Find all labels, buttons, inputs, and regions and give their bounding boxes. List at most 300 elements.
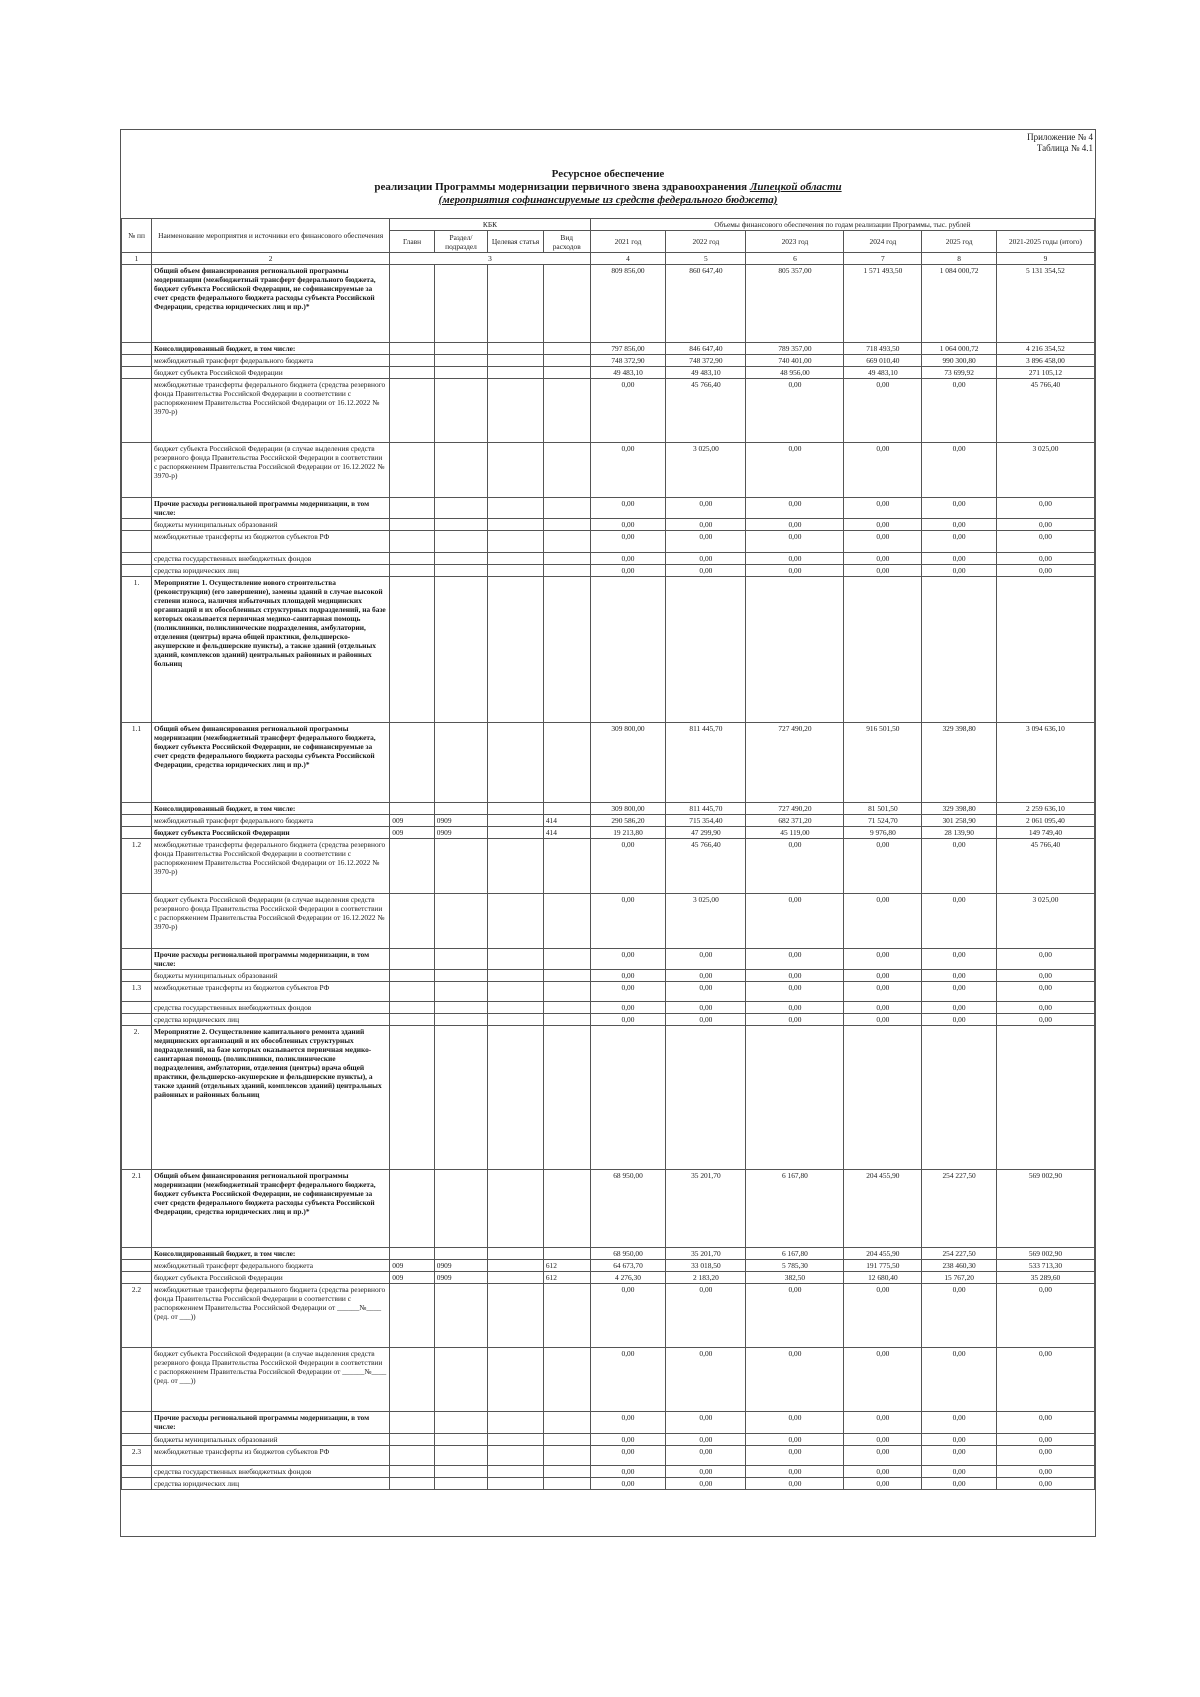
- amount-cell: 33 018,50: [666, 1260, 746, 1272]
- row-name: межбюджетные трансферты из бюджетов субъектов РФ: [152, 1446, 390, 1466]
- amount-cell: 0,00: [666, 1446, 746, 1466]
- amount-cell: 0,00: [666, 949, 746, 970]
- table-row: [122, 531, 1095, 553]
- kbk-cell: [488, 982, 544, 1002]
- column-index: 8: [922, 253, 997, 265]
- amount-cell: 797 856,00: [590, 343, 666, 355]
- kbk-cell: [488, 1026, 544, 1170]
- kbk-cell: [543, 343, 590, 355]
- amount-cell: 0,00: [590, 519, 666, 531]
- row-name: межбюджетные трансферты федерального бюджета (средства резервного фонда Правительства Российской Федерации в соответствии с распоряжением Правительства Российской Федерации от ______№____ (ред. от ___)): [152, 1284, 390, 1348]
- row-name: межбюджетные трансферты федерального бюджета (средства резервного фонда Правительства Российской Федерации в соответствии с распоряжением Правительства Российской Федерации от 16.12.2022 № 3970-р): [152, 839, 390, 894]
- amount-cell: 5 785,30: [746, 1260, 844, 1272]
- kbk-cell: [390, 1284, 435, 1348]
- amount-cell: 35 289,60: [996, 1272, 1094, 1284]
- amount-cell: 811 445,70: [666, 723, 746, 803]
- row-name: межбюджетные трансферты федерального бюджета (средства резервного фонда Правительства Российской Федерации в соответствии с распоряжением Правительства Российской Федерации от 16.12.2022 № 3970-р): [152, 379, 390, 443]
- amount-cell: 0,00: [996, 1446, 1094, 1466]
- amount-cell: 0,00: [996, 949, 1094, 970]
- appendix-label: [1027, 132, 1093, 154]
- table-row: [122, 1348, 1095, 1412]
- table-row: [122, 1466, 1095, 1478]
- amount-cell: 0,00: [590, 894, 666, 949]
- kbk-cell: [434, 519, 487, 531]
- amount-cell: [996, 1026, 1094, 1170]
- kbk-cell: [434, 1466, 487, 1478]
- amount-cell: 0,00: [590, 1446, 666, 1466]
- kbk-cell: [390, 1434, 435, 1446]
- amount-cell: 4 216 354,52: [996, 343, 1094, 355]
- row-number: 1.: [122, 577, 152, 723]
- kbk-cell: [543, 1248, 590, 1260]
- amount-cell: 0,00: [746, 1014, 844, 1026]
- amount-cell: 254 227,50: [922, 1248, 997, 1260]
- kbk-cell: [434, 1014, 487, 1026]
- amount-cell: 0,00: [746, 1466, 844, 1478]
- kbk-cell: [543, 367, 590, 379]
- amount-cell: 0,00: [590, 1434, 666, 1446]
- appendix-number: Приложение № 4: [1027, 132, 1093, 142]
- amount-cell: 382,50: [746, 1272, 844, 1284]
- column-index: 7: [844, 253, 922, 265]
- amount-cell: 0,00: [996, 1434, 1094, 1446]
- kbk-cell: [543, 1014, 590, 1026]
- amount-cell: 0,00: [844, 565, 922, 577]
- amount-cell: 329 398,80: [922, 723, 997, 803]
- document-title: [121, 168, 1095, 207]
- kbk-cell: [390, 970, 435, 982]
- amount-cell: 0,00: [666, 1014, 746, 1026]
- row-number: [122, 970, 152, 982]
- amount-cell: 789 357,00: [746, 343, 844, 355]
- amount-cell: 0,00: [922, 1014, 997, 1026]
- table-row: [122, 1248, 1095, 1260]
- amount-cell: [746, 577, 844, 723]
- kbk-cell: 0909: [434, 827, 487, 839]
- amount-cell: [666, 1026, 746, 1170]
- amount-cell: 0,00: [746, 1412, 844, 1434]
- amount-cell: 19 213,80: [590, 827, 666, 839]
- kbk-cell: [543, 1348, 590, 1412]
- row-name: межбюджетный трансферт федерального бюджета: [152, 355, 390, 367]
- amount-cell: 682 371,20: [746, 815, 844, 827]
- amount-cell: 0,00: [922, 1466, 997, 1478]
- amount-cell: 0,00: [590, 498, 666, 519]
- table-row: [122, 553, 1095, 565]
- amount-cell: 3 025,00: [996, 894, 1094, 949]
- amount-cell: 0,00: [746, 982, 844, 1002]
- title-line-3: (мероприятия софинансируемые из средств федерального бюджета): [438, 194, 778, 206]
- amount-cell: 47 299,90: [666, 827, 746, 839]
- amount-cell: 0,00: [844, 1446, 922, 1466]
- amount-cell: 0,00: [666, 553, 746, 565]
- row-number: [122, 1260, 152, 1272]
- kbk-cell: [543, 553, 590, 565]
- amount-cell: 0,00: [922, 1348, 997, 1412]
- amount-cell: 0,00: [844, 1412, 922, 1434]
- kbk-cell: 612: [543, 1272, 590, 1284]
- amount-cell: 0,00: [746, 1002, 844, 1014]
- kbk-cell: 009: [390, 827, 435, 839]
- amount-cell: 0,00: [844, 894, 922, 949]
- kbk-cell: [390, 723, 435, 803]
- kbk-cell: [434, 1170, 487, 1248]
- table-row: [122, 839, 1095, 894]
- kbk-cell: [543, 803, 590, 815]
- kbk-cell: [488, 531, 544, 553]
- amount-cell: 0,00: [996, 1466, 1094, 1478]
- amount-cell: 0,00: [844, 519, 922, 531]
- table-row: [122, 443, 1095, 498]
- kbk-cell: [434, 839, 487, 894]
- kbk-cell: [434, 355, 487, 367]
- amount-cell: 0,00: [922, 949, 997, 970]
- amount-cell: 0,00: [844, 443, 922, 498]
- amount-cell: 45 766,40: [666, 839, 746, 894]
- amount-cell: 718 493,50: [844, 343, 922, 355]
- amount-cell: 301 258,90: [922, 815, 997, 827]
- amount-cell: 0,00: [666, 519, 746, 531]
- amount-cell: 1 064 000,72: [922, 343, 997, 355]
- kbk-cell: [390, 343, 435, 355]
- amount-cell: 3 025,00: [666, 443, 746, 498]
- table-row: [122, 379, 1095, 443]
- kbk-cell: [434, 553, 487, 565]
- amount-cell: 0,00: [746, 1446, 844, 1466]
- amount-cell: 811 445,70: [666, 803, 746, 815]
- amount-cell: 6 167,80: [746, 1248, 844, 1260]
- kbk-cell: [390, 443, 435, 498]
- amount-cell: 254 227,50: [922, 1170, 997, 1248]
- kbk-cell: 414: [543, 815, 590, 827]
- amount-cell: 809 856,00: [590, 265, 666, 343]
- amount-cell: 81 501,50: [844, 803, 922, 815]
- amount-cell: 64 673,70: [590, 1260, 666, 1272]
- row-name: Мероприятие 2. Осуществление капитального ремонта зданий медицинских организаций и их обособленных структурных подразделений, на базе которых оказывается первичная медико-санитарная помощь (поликлиники, поликлинические подразделения, амбулатории, отделения (центры) врача общей практики, фельдшерско-акушерские и фельдшерские пункты), а также зданий (отдельных зданий, комплексов зданий) центральных районных и районных больниц: [152, 1026, 390, 1170]
- row-name: бюджет субъекта Российской Федерации: [152, 827, 390, 839]
- kbk-cell: [488, 1002, 544, 1014]
- row-name: Общий объем финансирования региональной программы модернизации (межбюджетный трансферт федерального бюджета, бюджет субъекта Российской Федерации, не софинансируемые за счет средств федерального бюджета расходы субъекта Российской Федерации, средства юридических лиц и пр.)*: [152, 265, 390, 343]
- amount-cell: [996, 577, 1094, 723]
- kbk-cell: [390, 1026, 435, 1170]
- kbk-cell: [390, 1412, 435, 1434]
- kbk-cell: [488, 1170, 544, 1248]
- row-number: 1.1: [122, 723, 152, 803]
- kbk-cell: [488, 498, 544, 519]
- amount-cell: 271 105,12: [996, 367, 1094, 379]
- kbk-cell: [434, 498, 487, 519]
- kbk-cell: [543, 982, 590, 1002]
- col-years-group-header: Объемы финансового обеспечения по годам реализации Программы, тыс. рублей: [590, 219, 1094, 231]
- amount-cell: 0,00: [844, 379, 922, 443]
- amount-cell: 0,00: [844, 1002, 922, 1014]
- kbk-cell: 0909: [434, 815, 487, 827]
- table-row: [122, 815, 1095, 827]
- row-number: [122, 355, 152, 367]
- kbk-cell: [390, 982, 435, 1002]
- kbk-cell: [488, 519, 544, 531]
- row-number: [122, 1466, 152, 1478]
- kbk-cell: [488, 803, 544, 815]
- kbk-cell: [390, 1348, 435, 1412]
- kbk-cell: [434, 1284, 487, 1348]
- row-name: Мероприятие 1. Осуществление нового строительства (реконструкции) (его завершение), замены зданий в случае высокой степени износа, наличия избыточных площадей медицинских организаций и их обособленных структурных подразделений, на базе которых оказывается первичная медико-санитарная помощь (поликлиники, поликлинические подразделения, амбулатории, отделения (центры) врача общей практики, фельдшерско-акушерские и фельдшерские пункты), а также зданий (отдельных зданий, комплексов зданий) центральных районных и районных больниц: [152, 577, 390, 723]
- amount-cell: 149 749,40: [996, 827, 1094, 839]
- row-name: Общий объем финансирования региональной программы модернизации (межбюджетный трансферт федерального бюджета, бюджет субъекта Российской Федерации, не софинансируемые за счет средств федерального бюджета расходы субъекта Российской Федерации, средства юридических лиц и пр.)*: [152, 1170, 390, 1248]
- amount-cell: 73 699,92: [922, 367, 997, 379]
- kbk-cell: [488, 1478, 544, 1490]
- year-header: 2022 год: [666, 231, 746, 253]
- amount-cell: 6 167,80: [746, 1170, 844, 1248]
- amount-cell: 0,00: [996, 1412, 1094, 1434]
- amount-cell: 12 680,40: [844, 1272, 922, 1284]
- amount-cell: 0,00: [746, 839, 844, 894]
- amount-cell: 45 766,40: [996, 379, 1094, 443]
- kbk-cell: 0909: [434, 1272, 487, 1284]
- amount-cell: 290 586,20: [590, 815, 666, 827]
- kbk-cell: [543, 970, 590, 982]
- amount-cell: 309 800,00: [590, 723, 666, 803]
- amount-cell: 35 201,70: [666, 1170, 746, 1248]
- row-name: бюджет субъекта Российской Федерации (в случае выделения средств резервного фонда Правительства Российской Федерации в соответствии с распоряжением Правительства Российской Федерации от 16.12.2022 № 3970-р): [152, 894, 390, 949]
- kbk-cell: [390, 498, 435, 519]
- amount-cell: 0,00: [844, 1014, 922, 1026]
- kbk-cell: [434, 723, 487, 803]
- year-header: 2023 год: [746, 231, 844, 253]
- kbk-cell: [434, 1348, 487, 1412]
- row-name: бюджет субъекта Российской Федерации (в случае выделения средств резервного фонда Правительства Российской Федерации в соответствии с распоряжением Правительства Российской Федерации от ______№____ (ред. от ___)): [152, 1348, 390, 1412]
- kbk-cell: [543, 519, 590, 531]
- kbk-cell: [434, 1434, 487, 1446]
- amount-cell: 0,00: [922, 970, 997, 982]
- amount-cell: 68 950,00: [590, 1248, 666, 1260]
- amount-cell: 0,00: [666, 1284, 746, 1348]
- kbk-cell: [390, 839, 435, 894]
- title-region: Липецкой области: [749, 181, 842, 193]
- amount-cell: 0,00: [844, 1348, 922, 1412]
- kbk-cell: 009: [390, 815, 435, 827]
- kbk-cell: 612: [543, 1260, 590, 1272]
- kbk-cell: [390, 553, 435, 565]
- row-name: межбюджетный трансферт федерального бюджета: [152, 1260, 390, 1272]
- amount-cell: 0,00: [922, 498, 997, 519]
- amount-cell: 0,00: [666, 1412, 746, 1434]
- amount-cell: 860 647,40: [666, 265, 746, 343]
- kbk-cell: [543, 1446, 590, 1466]
- amount-cell: 2 259 636,10: [996, 803, 1094, 815]
- amount-cell: 0,00: [922, 1412, 997, 1434]
- kbk-cell: [434, 379, 487, 443]
- kbk-cell: [434, 1026, 487, 1170]
- amount-cell: 0,00: [996, 553, 1094, 565]
- amount-cell: 49 483,10: [590, 367, 666, 379]
- amount-cell: 45 766,40: [666, 379, 746, 443]
- row-number: [122, 1248, 152, 1260]
- kbk-cell: [390, 1446, 435, 1466]
- kbk-cell: [434, 949, 487, 970]
- amount-cell: 0,00: [996, 1478, 1094, 1490]
- amount-cell: 0,00: [590, 565, 666, 577]
- table-row: [122, 1446, 1095, 1466]
- kbk-cell: [434, 982, 487, 1002]
- kbk-sub-header: Главн: [390, 231, 435, 253]
- kbk-cell: [488, 970, 544, 982]
- kbk-cell: [488, 1412, 544, 1434]
- amount-cell: 0,00: [746, 565, 844, 577]
- kbk-cell: [434, 443, 487, 498]
- amount-cell: 0,00: [922, 1478, 997, 1490]
- amount-cell: 740 401,00: [746, 355, 844, 367]
- amount-cell: 0,00: [844, 1434, 922, 1446]
- kbk-cell: [543, 894, 590, 949]
- column-index: 9: [996, 253, 1094, 265]
- amount-cell: 48 956,00: [746, 367, 844, 379]
- amount-cell: 0,00: [746, 1348, 844, 1412]
- amount-cell: 2 061 095,40: [996, 815, 1094, 827]
- amount-cell: 0,00: [746, 498, 844, 519]
- row-name: Консолидированный бюджет, в том числе:: [152, 343, 390, 355]
- amount-cell: 35 201,70: [666, 1248, 746, 1260]
- kbk-cell: [488, 343, 544, 355]
- amount-cell: 0,00: [590, 1412, 666, 1434]
- row-number: [122, 265, 152, 343]
- amount-cell: 0,00: [590, 1348, 666, 1412]
- kbk-sub-header: Целевая статья: [488, 231, 544, 253]
- kbk-cell: [488, 1434, 544, 1446]
- amount-cell: 0,00: [996, 519, 1094, 531]
- amount-cell: 71 524,70: [844, 815, 922, 827]
- kbk-cell: [488, 577, 544, 723]
- kbk-cell: [488, 1466, 544, 1478]
- kbk-cell: [543, 723, 590, 803]
- amount-cell: 669 010,40: [844, 355, 922, 367]
- row-number: [122, 379, 152, 443]
- col-no-header: № пп: [122, 219, 152, 253]
- row-number: 2.3: [122, 1446, 152, 1466]
- amount-cell: 0,00: [922, 1446, 997, 1466]
- kbk-cell: [488, 1446, 544, 1466]
- amount-cell: 3 025,00: [666, 894, 746, 949]
- row-number: [122, 1348, 152, 1412]
- kbk-cell: [488, 827, 544, 839]
- amount-cell: 0,00: [996, 1014, 1094, 1026]
- row-number: [122, 498, 152, 519]
- year-header: 2021 год: [590, 231, 666, 253]
- kbk-cell: [390, 355, 435, 367]
- amount-cell: 0,00: [666, 1002, 746, 1014]
- year-header: 2024 год: [844, 231, 922, 253]
- kbk-cell: [488, 949, 544, 970]
- amount-cell: 49 483,10: [666, 367, 746, 379]
- kbk-cell: 009: [390, 1260, 435, 1272]
- amount-cell: 0,00: [746, 519, 844, 531]
- year-header: 2025 год: [922, 231, 997, 253]
- amount-cell: 0,00: [922, 839, 997, 894]
- table-row: [122, 723, 1095, 803]
- amount-cell: 0,00: [746, 894, 844, 949]
- kbk-cell: [390, 1466, 435, 1478]
- amount-cell: 9 976,80: [844, 827, 922, 839]
- kbk-cell: [488, 1272, 544, 1284]
- kbk-cell: [434, 970, 487, 982]
- amount-cell: 0,00: [996, 498, 1094, 519]
- kbk-cell: [390, 894, 435, 949]
- amount-cell: 0,00: [746, 443, 844, 498]
- amount-cell: 0,00: [666, 1478, 746, 1490]
- row-number: [122, 1002, 152, 1014]
- amount-cell: 0,00: [922, 565, 997, 577]
- kbk-cell: [434, 565, 487, 577]
- row-name: Консолидированный бюджет, в том числе:: [152, 803, 390, 815]
- kbk-cell: [543, 1026, 590, 1170]
- row-name: межбюджетный трансферт федерального бюджета: [152, 815, 390, 827]
- amount-cell: 0,00: [666, 1466, 746, 1478]
- amount-cell: 2 183,20: [666, 1272, 746, 1284]
- kbk-cell: [390, 531, 435, 553]
- table-row: [122, 343, 1095, 355]
- amount-cell: 748 372,90: [666, 355, 746, 367]
- table-row: [122, 1272, 1095, 1284]
- amount-cell: 0,00: [590, 970, 666, 982]
- kbk-cell: [543, 1002, 590, 1014]
- amount-cell: 0,00: [996, 1002, 1094, 1014]
- kbk-cell: [390, 1014, 435, 1026]
- amount-cell: 3 094 636,10: [996, 723, 1094, 803]
- kbk-cell: [390, 265, 435, 343]
- row-number: [122, 815, 152, 827]
- amount-cell: 0,00: [666, 565, 746, 577]
- kbk-cell: [390, 1002, 435, 1014]
- row-name: межбюджетные трансферты из бюджетов субъектов РФ: [152, 531, 390, 553]
- kbk-sub-header: Раздел/ подраздел: [434, 231, 487, 253]
- row-name: средства юридических лиц: [152, 565, 390, 577]
- row-number: 2.1: [122, 1170, 152, 1248]
- row-name: средства государственных внебюджетных фондов: [152, 553, 390, 565]
- kbk-cell: [390, 367, 435, 379]
- row-name: Прочие расходы региональной программы модернизации, в том числе:: [152, 498, 390, 519]
- kbk-cell: [543, 498, 590, 519]
- document-sheet: [120, 129, 1096, 1537]
- amount-cell: 68 950,00: [590, 1170, 666, 1248]
- kbk-cell: [390, 519, 435, 531]
- kbk-cell: [390, 1478, 435, 1490]
- table-row: [122, 265, 1095, 343]
- row-number: 1.3: [122, 982, 152, 1002]
- kbk-cell: [488, 443, 544, 498]
- column-index: 2: [152, 253, 390, 265]
- amount-cell: 3 025,00: [996, 443, 1094, 498]
- col-kbk-header: КБК: [390, 219, 590, 231]
- table-row: [122, 1434, 1095, 1446]
- kbk-cell: [434, 531, 487, 553]
- amount-cell: 1 084 000,72: [922, 265, 997, 343]
- amount-cell: 0,00: [746, 1434, 844, 1446]
- amount-cell: 0,00: [844, 970, 922, 982]
- kbk-cell: [488, 1248, 544, 1260]
- row-number: [122, 803, 152, 815]
- kbk-cell: [488, 815, 544, 827]
- amount-cell: 727 490,20: [746, 723, 844, 803]
- row-number: [122, 894, 152, 949]
- amount-cell: 990 300,80: [922, 355, 997, 367]
- amount-cell: 45 119,00: [746, 827, 844, 839]
- kbk-cell: [488, 894, 544, 949]
- table-number: Таблица № 4.1: [1036, 143, 1093, 153]
- row-number: [122, 1014, 152, 1026]
- kbk-cell: [434, 577, 487, 723]
- table-row: [122, 1026, 1095, 1170]
- kbk-cell: [543, 355, 590, 367]
